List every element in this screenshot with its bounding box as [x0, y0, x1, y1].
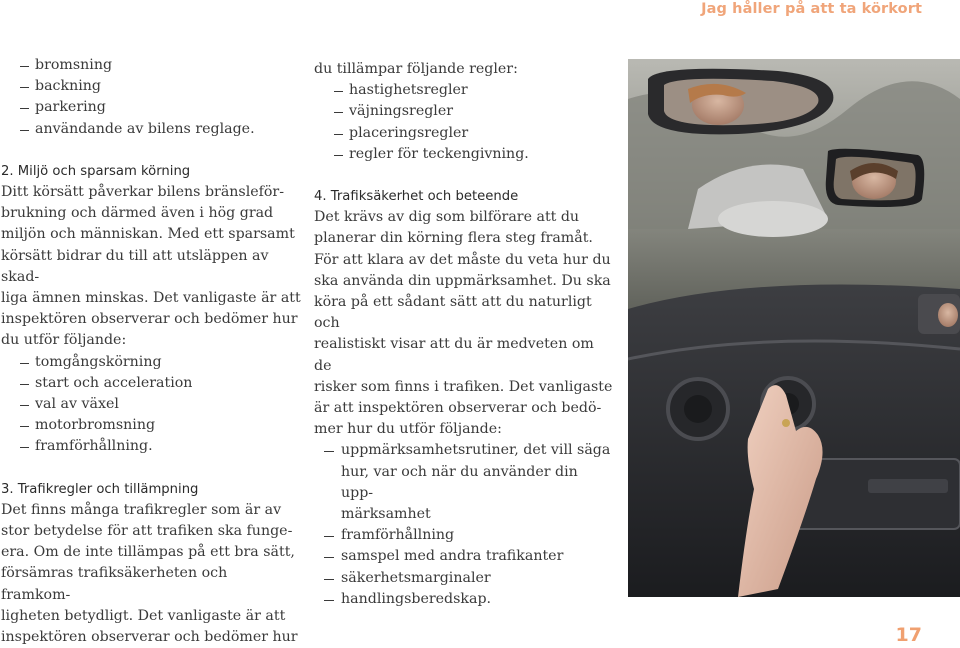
list-item: handlingsberedskap. — [314, 589, 614, 610]
list-item: placeringsregler — [314, 123, 614, 144]
body-line: Det finns många trafikregler som är av — [1, 501, 282, 518]
list-item: framförhållning — [314, 525, 614, 546]
list-item: tomgångskörning — [1, 352, 301, 373]
section-4-heading: 4. Trafiksäkerhet och beteende — [314, 189, 519, 205]
air-vent-left-core — [684, 395, 712, 423]
body-line: brukning och därmed även i hög grad — [1, 205, 274, 222]
middle-column — [314, 59, 614, 610]
body-line: miljön och människan. Med ett sparsamt — [1, 226, 295, 243]
intro-list — [1, 55, 301, 140]
body-line: du utför följande: — [1, 332, 127, 349]
car-reflection — [718, 201, 828, 237]
page-number: 17 — [895, 624, 922, 646]
body-line: Det krävs av dig som bilförare att du — [314, 209, 580, 226]
list-item: parkering — [1, 97, 301, 118]
body-line: försämras trafiksäkerheten och framkom- — [1, 565, 228, 603]
rules-list — [314, 80, 614, 165]
body-line: era. Om de inte tillämpas på ett bra sätt, — [1, 544, 295, 561]
body-line: liga ämnen minskas. Det vanligaste är att — [1, 290, 301, 307]
radio-display — [868, 479, 948, 493]
list-item: samspel med andra trafikanter — [314, 546, 614, 567]
ring — [782, 419, 790, 427]
item-line: hur, var och när du använder din upp- — [341, 463, 578, 501]
section-4-list — [314, 440, 614, 610]
body-line: är att inspektören observerar och bedö- — [314, 400, 602, 417]
running-head-title: Jag håller på att ta körkort — [701, 1, 922, 17]
section-2-body — [1, 182, 301, 352]
list-item: start och acceleration — [1, 373, 301, 394]
section-4-body — [314, 207, 614, 440]
body-line: stor betydelse för att trafiken ska funge- — [1, 523, 293, 540]
list-item: hastighetsregler — [314, 80, 614, 101]
body-line: planerar din körning flera steg framåt. — [314, 230, 593, 247]
section-3-body — [1, 500, 301, 648]
body-line: mer hur du utför följande: — [314, 421, 502, 438]
left-column — [1, 55, 301, 648]
body-line: realistiskt visar att du är medveten om de — [314, 336, 594, 374]
item-line: uppmärksamhetsrutiner, det vill säga — [341, 442, 611, 459]
photo-illustration — [628, 59, 960, 597]
list-item: användande av bilens reglage. — [1, 119, 301, 140]
side-mirror-face — [938, 303, 958, 327]
list-item: regler för teckengivning. — [314, 144, 614, 165]
body-line: inspektören observerar och bedömer hur — [1, 629, 298, 646]
list-item: val av växel — [1, 394, 301, 415]
section-3-heading: 3. Trafikregler och tillämpning — [1, 481, 199, 497]
list-item: väjningsregler — [314, 101, 614, 122]
body-line: inspektören observerar och bedömer hur — [1, 311, 298, 328]
list-item — [314, 440, 614, 525]
list-item: säkerhetsmarginaler — [314, 568, 614, 589]
body-line: Ditt körsätt påverkar bilens bränsleför- — [1, 184, 285, 201]
list-item: backning — [1, 76, 301, 97]
list-item: framförhållning. — [1, 436, 301, 457]
list-item: motorbromsning — [1, 415, 301, 436]
list-item: bromsning — [1, 55, 301, 76]
item-line: märksamhet — [341, 506, 431, 523]
body-line: ska använda din uppmärksamhet. Du ska — [314, 272, 611, 289]
body-line: För att klara av det måste du veta hur du — [314, 251, 611, 268]
car-interior-photo — [628, 59, 960, 597]
section-2-heading: 2. Miljö och sparsam körning — [1, 163, 191, 179]
section-2-list — [1, 352, 301, 458]
body-line: körsätt bidrar du till att utsläppen av skad- — [1, 247, 269, 285]
body-line: ligheten betydligt. Det vanligaste är att — [1, 607, 286, 624]
lead-line: du tillämpar följande regler: — [314, 61, 518, 77]
body-line: risker som finns i trafiken. Det vanligaste — [314, 378, 613, 395]
body-line: köra på ett sådant sätt att du naturligt och — [314, 294, 592, 332]
